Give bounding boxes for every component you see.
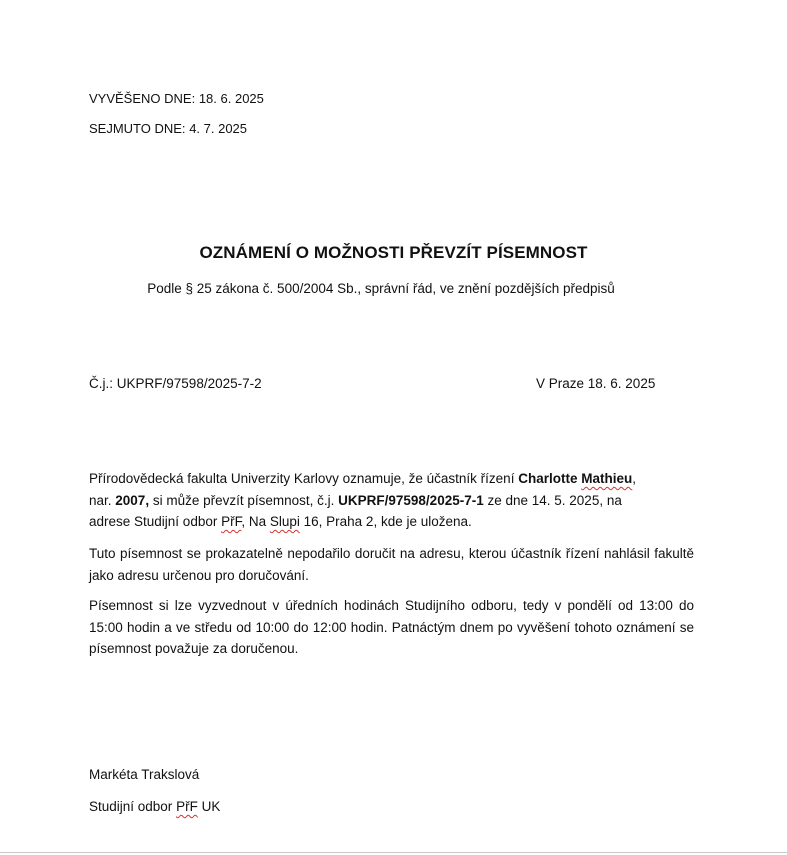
place-date: V Praze 18. 6. 2025	[536, 376, 656, 391]
document-reference: UKPRF/97598/2025-7-1	[338, 492, 484, 508]
document-title: OZNÁMENÍ O MOŽNOSTI PŘEVZÍT PÍSEMNOST	[199, 243, 588, 262]
legal-basis: Podle § 25 zákona č. 500/2004 Sb., správní řád, ve znění pozdějších předpisů	[147, 281, 615, 296]
paragraph-notice: Přírodovědecká fakulta Univerzity Karlovy oznamuje, že účastník řízení Charlotte Mathieu, nar. 2007, si může převzít písemnost, č.j. UKPRF/97598/2025-7-1 ze dne 14. 5. 2025, na adrese Studijní odbor PřF, Na Slupi 16, Praha 2, kde je uložena.	[89, 471, 637, 529]
birth-year: 2007,	[115, 492, 150, 508]
signature-department: Studijní odbor PřF UK	[89, 799, 221, 814]
page-bottom-border	[0, 852, 787, 853]
removed-date: 4. 7. 2025	[189, 121, 248, 136]
signature-name: Markéta Trakslová	[89, 767, 200, 782]
removed-label: SEJMUTO DNE:	[89, 121, 186, 136]
removed-line	[89, 121, 247, 137]
posted-label: VYVĚŠENO DNE:	[89, 91, 196, 106]
posted-date: 18. 6. 2025	[198, 91, 264, 106]
reference-number: UKPRF/97598/2025-7-2	[116, 376, 262, 391]
posted-line	[89, 91, 264, 107]
paragraph-office-hours: Písemnost si lze vyzvednout v úředních hodinách Studijního odboru, tedy v pondělí od 13:00 do 15:00 hodin a ve středu od 10:00 do 12:00 hodin. Patnáctým dnem po vyvěšení tohoto oznámení se písemnost považuje za doručenou.	[89, 598, 694, 656]
participant-name: Charlotte Mathieu	[518, 471, 633, 486]
reference-line	[89, 376, 262, 392]
paragraph-delivery-failure: Tuto písemnost se prokazatelně nepodařilo doručit na adresu, kterou účastník řízení nahlásil fakultě jako adresu určenou pro doručování.	[89, 546, 694, 583]
reference-label: Č.j.:	[89, 376, 114, 391]
p1-text-1: Přírodovědecká fakulta Univerzity Karlovy oznamuje, že účastník řízení	[89, 471, 519, 486]
